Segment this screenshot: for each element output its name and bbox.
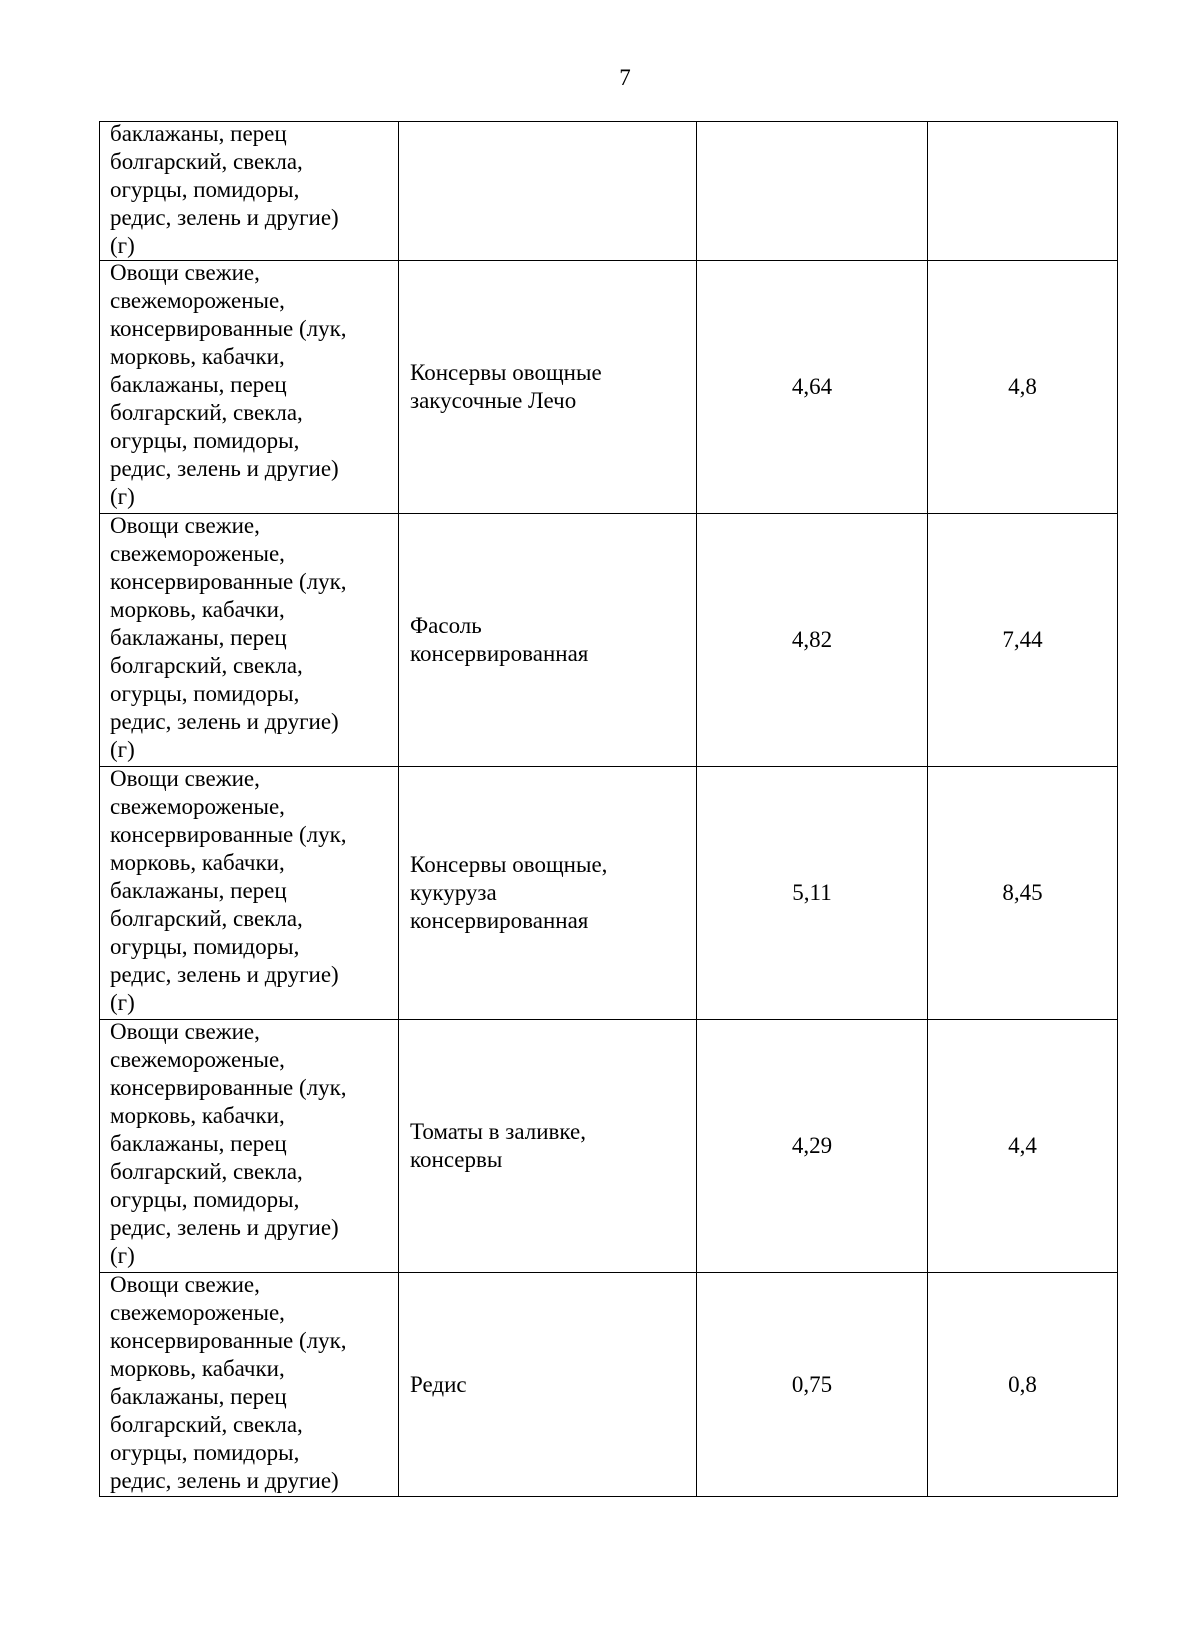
value2-cell: 0,8 xyxy=(928,1273,1118,1497)
category-cell xyxy=(100,767,399,1020)
category-text: Овощи свежие, свежемороженые, консервированные (лук, морковь, кабачки, баклажаны, перец болгарский, свекла, огурцы, помидоры, редис, зелень и другие) (г) xyxy=(110,1019,347,1268)
value1-cell: 5,11 xyxy=(697,767,928,1020)
product-text: Редис xyxy=(410,1371,467,1397)
product-table xyxy=(99,121,1118,1497)
product-text: Фасоль консервированная xyxy=(410,613,589,666)
value1-cell: 4,64 xyxy=(697,261,928,514)
product-text: Консервы овощные закусочные Лечо xyxy=(410,360,602,413)
value1-cell: 4,29 xyxy=(697,1020,928,1273)
table-row xyxy=(100,122,1118,261)
category-text: Овощи свежие, свежемороженые, консервированные (лук, морковь, кабачки, баклажаны, перец болгарский, свекла, огурцы, помидоры, редис, зелень и другие) (г) xyxy=(110,766,347,1015)
category-text: баклажаны, перец болгарский, свекла, огурцы, помидоры, редис, зелень и другие) (г) xyxy=(110,121,339,258)
product-cell xyxy=(399,261,697,514)
value1-cell: 4,82 xyxy=(697,514,928,767)
page-number: 7 xyxy=(619,65,631,90)
value2-cell xyxy=(928,122,1118,261)
category-text: Овощи свежие, свежемороженые, консервированные (лук, морковь, кабачки, баклажаны, перец болгарский, свекла, огурцы, помидоры, редис, зелень и другие) xyxy=(110,1272,347,1493)
table-row xyxy=(100,1273,1118,1497)
product-text: Томаты в заливке, консервы xyxy=(410,1119,586,1172)
product-cell xyxy=(399,122,697,261)
product-text: Консервы овощные, кукуруза консервированная xyxy=(410,852,608,933)
value2-cell: 4,8 xyxy=(928,261,1118,514)
value2-cell: 4,4 xyxy=(928,1020,1118,1273)
value2-cell: 7,44 xyxy=(928,514,1118,767)
product-cell xyxy=(399,1020,697,1273)
category-text: Овощи свежие, свежемороженые, консервированные (лук, морковь, кабачки, баклажаны, перец болгарский, свекла, огурцы, помидоры, редис, зелень и другие) (г) xyxy=(110,513,347,762)
value2-cell: 8,45 xyxy=(928,767,1118,1020)
category-cell xyxy=(100,122,399,261)
product-cell xyxy=(399,514,697,767)
category-cell xyxy=(100,261,399,514)
category-cell xyxy=(100,514,399,767)
table-row xyxy=(100,1020,1118,1273)
value1-cell xyxy=(697,122,928,261)
product-cell xyxy=(399,1273,697,1497)
category-cell xyxy=(100,1020,399,1273)
product-cell xyxy=(399,767,697,1020)
table-row xyxy=(100,514,1118,767)
category-cell xyxy=(100,1273,399,1497)
table-row xyxy=(100,261,1118,514)
category-text: Овощи свежие, свежемороженые, консервированные (лук, морковь, кабачки, баклажаны, перец болгарский, свекла, огурцы, помидоры, редис, зелень и другие) (г) xyxy=(110,260,347,509)
table-row xyxy=(100,767,1118,1020)
value1-cell: 0,75 xyxy=(697,1273,928,1497)
